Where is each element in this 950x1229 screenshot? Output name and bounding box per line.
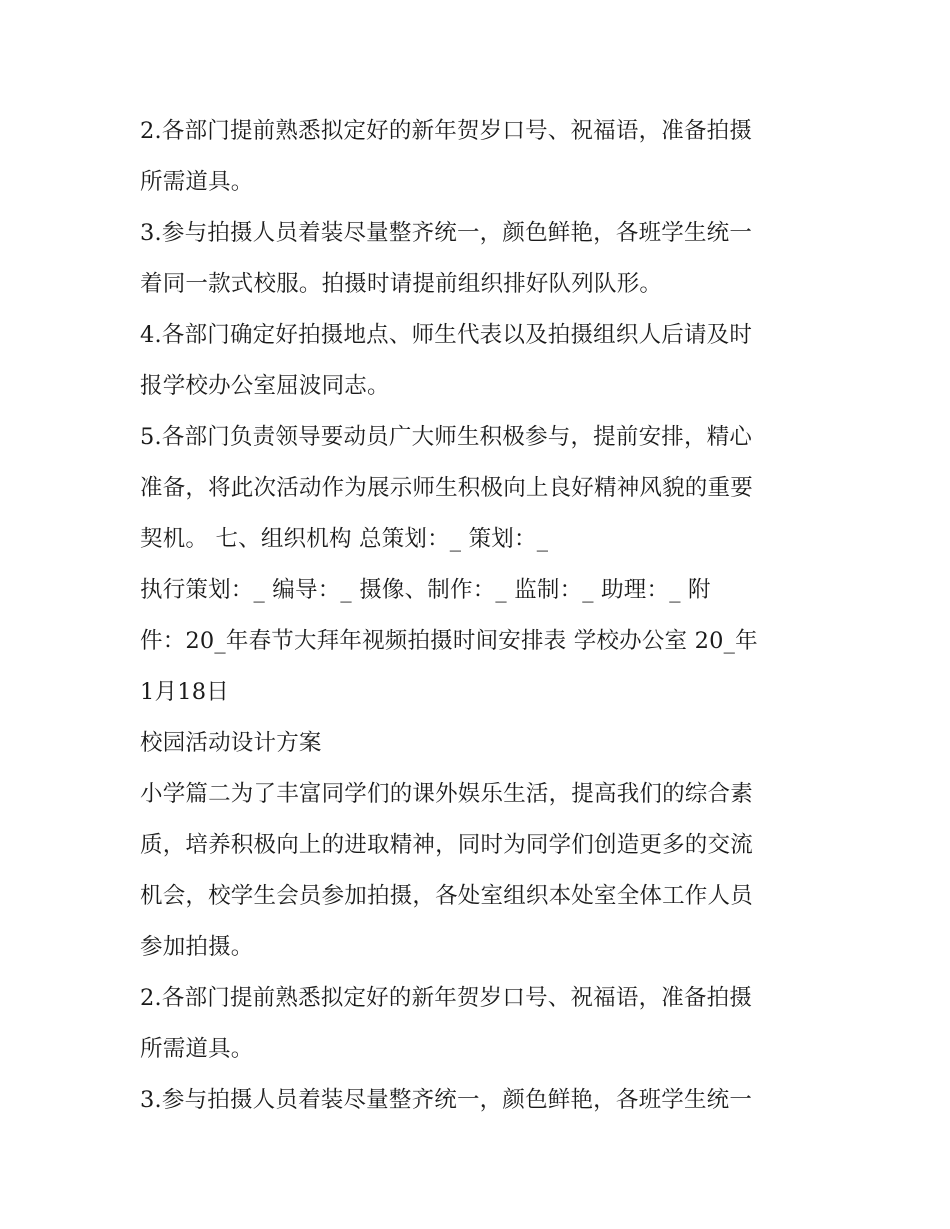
text-line: 执行策划：_ 编导：_ 摄像、制作：_ 监制：_ 助理：_ 附 xyxy=(140,577,711,603)
text-line: 3.参与拍摄人员着装尽量整齐统一，颜色鲜艳，各班学生统一 xyxy=(140,1087,753,1113)
text-line: 1月18日 xyxy=(140,679,229,705)
section-heading: 校园活动设计方案 xyxy=(140,730,322,756)
text-line: 质，培养积极向上的进取精神，同时为同学们创造更多的交流 xyxy=(140,832,753,858)
text-line: 所需道具。 xyxy=(140,169,254,195)
text-line: 契机。 七、组织机构 总策划：_ 策划：_ xyxy=(140,526,549,552)
text-line: 机会，校学生会员参加拍摄，各处室组织本处室全体工作人员 xyxy=(140,883,753,909)
text-line: 小学篇二为了丰富同学们的课外娱乐生活，提高我们的综合素 xyxy=(140,781,753,807)
text-line: 4.各部门确定好拍摄地点、师生代表以及拍摄组织人后请及时 xyxy=(140,322,753,348)
text-line: 参加拍摄。 xyxy=(140,934,254,960)
text-line: 着同一款式校服。拍摄时请提前组织排好队列队形。 xyxy=(140,271,663,297)
text-line: 5.各部门负责领导要动员广大师生积极参与，提前安排，精心 xyxy=(140,424,753,450)
text-line: 2.各部门提前熟悉拟定好的新年贺岁口号、祝福语，准备拍摄 xyxy=(140,985,753,1011)
text-line: 报学校办公室屈波同志。 xyxy=(140,373,390,399)
text-line: 2.各部门提前熟悉拟定好的新年贺岁口号、祝福语，准备拍摄 xyxy=(140,118,753,144)
text-line: 所需道具。 xyxy=(140,1036,254,1062)
text-line: 准备，将此次活动作为展示师生积极向上良好精神风貌的重要 xyxy=(140,475,753,501)
document-body xyxy=(140,106,820,1126)
text-line: 3.参与拍摄人员着装尽量整齐统一，颜色鲜艳，各班学生统一 xyxy=(140,220,753,246)
text-line: 件：20_年春节大拜年视频拍摄时间安排表 学校办公室 20_年 xyxy=(140,628,758,654)
